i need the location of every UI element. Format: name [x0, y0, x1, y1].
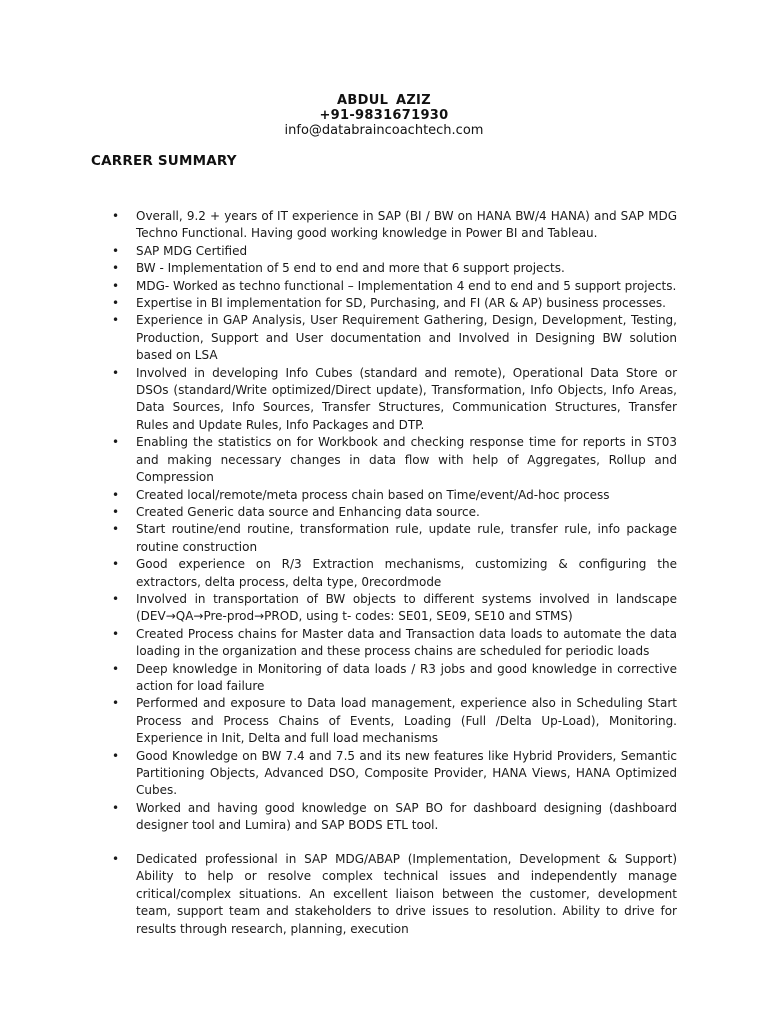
summary-bullet-text: Involved in transportation of BW objects to different systems involved in landscape (DEV→QA→Pre-prod→PROD, using t- codes: SE01, SE09, SE10 and STMS) — [136, 591, 677, 624]
summary-bullet-item — [112, 556, 677, 591]
summary-bullet-text: MDG- Worked as techno functional – Implementation 4 end to end and 5 support projects. — [136, 278, 677, 293]
summary-bullet-item — [112, 243, 677, 260]
bullet-icon: • — [112, 435, 120, 450]
career-summary-list — [0, 208, 768, 835]
summary-bullet-item — [112, 487, 677, 504]
bullet-icon: • — [112, 557, 120, 572]
bullet-icon: • — [112, 365, 120, 380]
bullet-icon: • — [112, 209, 120, 223]
candidate-name: ABDUL AZIZ — [337, 93, 431, 108]
bullet-icon: • — [112, 800, 120, 815]
summary-bullet-text: Dedicated professional in SAP MDG/ABAP (Implementation, Development & Support) Ability to help or resolve complex technical issues and independently manage critical/complex situations. An excellent liaison between the customer, development team, support team and stakeholders to drive issues to resolution. Ability to drive for results through research, planning, execution — [136, 852, 677, 936]
summary-bullet-text: Created Generic data source and Enhancing data source. — [136, 504, 480, 519]
summary-bullet-text: Good experience on R/3 Extraction mechanisms, customizing & configuring the extractors, delta process, delta type, 0recordmode — [136, 557, 677, 589]
summary-bullet-item — [112, 434, 677, 486]
bullet-icon: • — [112, 243, 120, 258]
summary-bullet-text: BW - Implementation of 5 end to end and more that 6 support projects. — [136, 261, 565, 276]
summary-bullet-text: Deep knowledge in Monitoring of data loads / R3 jobs and good knowledge in corrective action for load failure — [136, 661, 677, 693]
summary-bullet-item — [112, 695, 677, 747]
summary-bullet-text: Overall, 9.2 + years of IT experience in SAP (BI / BW on HANA BW/4 HANA) and SAP MDG Techno Functional. Having good working knowledge in Power BI and Tableau. — [136, 209, 677, 241]
candidate-phone: +91-9831671930 — [319, 108, 449, 123]
summary-bullet-item — [112, 661, 677, 696]
summary-bullet-item — [112, 504, 677, 521]
bullet-icon: • — [112, 261, 120, 276]
summary-bullet-item — [112, 295, 677, 312]
summary-bullet-item — [112, 851, 677, 938]
summary-bullet-text: Start routine/end routine, transformation rule, update rule, transfer rule, info package routine construction — [136, 522, 677, 554]
summary-bullet-text: Created local/remote/meta process chain based on Time/event/Ad-hoc process — [136, 487, 610, 502]
summary-bullet-text: Experience in GAP Analysis, User Requirement Gathering, Design, Development, Testing, Production, Support and User documentation and Involved in Designing BW solution based on LSA — [136, 313, 677, 363]
summary-bullet-text: Enabling the statistics on for Workbook and checking response time for reports in ST03 and making necessary changes in data flow with help of Aggregates, Rollup and Compression — [136, 435, 677, 485]
summary-bullet-item — [112, 365, 677, 435]
summary-bullet-text: Involved in developing Info Cubes (standard and remote), Operational Data Store or DSOs (standard/Write optimized/Direct update), Transformation, Info Objects, Info Areas, Data Sources, Info Sources, Transfer Structures, Communication Structures, Transfer Rules and Update Rules, Info Packages and DTP. — [136, 365, 677, 432]
summary-bullet-item — [112, 260, 677, 277]
resume-header — [0, 93, 768, 139]
bullet-icon: • — [112, 278, 120, 293]
summary-bullet-item — [112, 748, 677, 800]
summary-bullet-text: Created Process chains for Master data and Transaction data loads to automate the data loading in the organization and these process chains are scheduled for periodic loads — [136, 626, 677, 659]
summary-bullet-item — [112, 278, 677, 295]
summary-bullet-item — [112, 312, 677, 364]
bullet-icon: • — [112, 661, 120, 676]
bullet-icon: • — [112, 696, 120, 711]
candidate-email: info@databraincoachtech.com — [284, 123, 484, 138]
bullet-icon: • — [112, 852, 120, 866]
summary-bullet-text: Good Knowledge on BW 7.4 and 7.5 and its new features like Hybrid Providers, Semantic Partitioning Objects, Advanced DSO, Composite Provider, HANA Views, HANA Optimized Cubes. — [136, 748, 677, 798]
summary-bullet-item — [112, 800, 677, 835]
career-summary-list-continued — [0, 851, 768, 938]
summary-bullet-text: Worked and having good knowledge on SAP BO for dashboard designing (dashboard designer tool and Lumira) and SAP BODS ETL tool. — [136, 800, 677, 833]
bullet-icon: • — [112, 748, 120, 763]
bullet-icon: • — [112, 522, 120, 537]
summary-bullet-item — [112, 208, 677, 243]
summary-bullet-text: Performed and exposure to Data load management, experience also in Scheduling Start Process and Process Chains of Events, Loading (Full /Delta Up-Load), Monitoring. Experience in Init, Delta and full load mechanisms — [136, 696, 677, 746]
bullet-icon: • — [112, 504, 120, 519]
summary-bullet-text: Expertise in BI implementation for SD, Purchasing, and FI (AR & AP) business processes. — [136, 296, 666, 311]
section-title-career-summary: CARRER SUMMARY — [91, 153, 237, 169]
bullet-icon: • — [112, 296, 120, 311]
summary-bullet-item — [112, 591, 677, 626]
summary-bullet-item — [112, 626, 677, 661]
bullet-icon: • — [112, 487, 120, 502]
bullet-icon: • — [112, 591, 120, 606]
summary-bullet-text: SAP MDG Certified — [136, 243, 248, 258]
bullet-icon: • — [112, 626, 120, 641]
summary-bullet-item — [112, 521, 677, 556]
bullet-icon: • — [112, 313, 120, 328]
